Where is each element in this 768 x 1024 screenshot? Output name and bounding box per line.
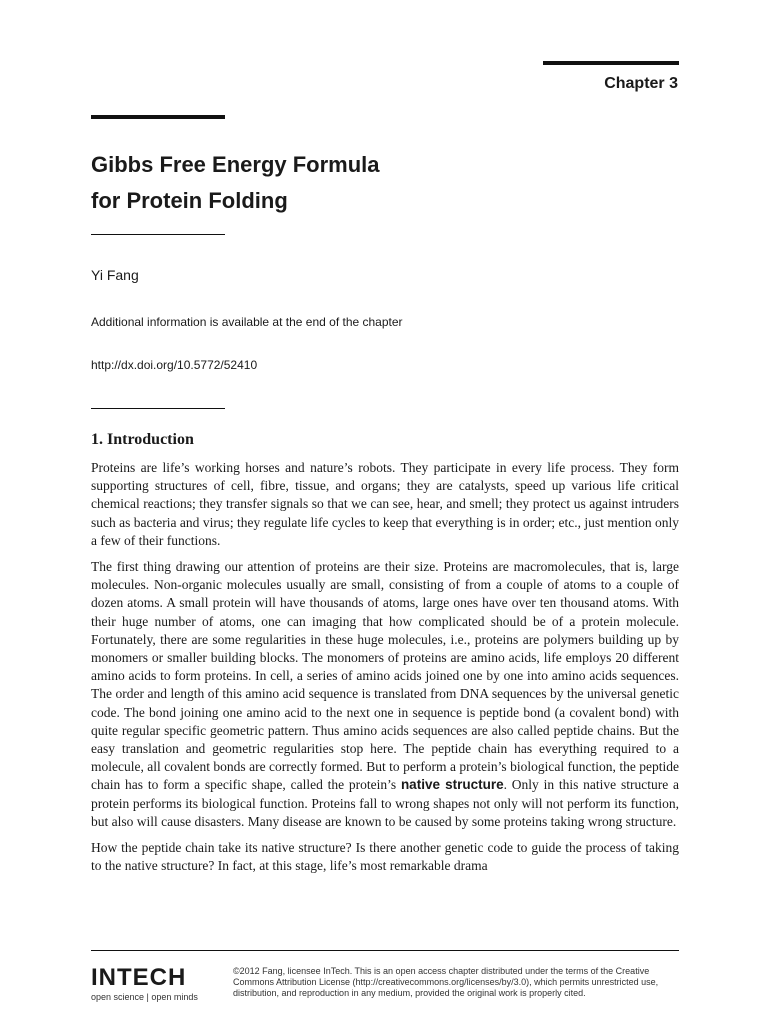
chapter-label: Chapter 3: [604, 75, 678, 92]
additional-info: Additional information is available at the end of the chapter: [91, 315, 403, 329]
title-separator: [91, 234, 225, 235]
doi-link[interactable]: http://dx.doi.org/10.5772/52410: [91, 358, 258, 372]
intech-logo: [91, 964, 198, 1002]
author-name: Yi Fang: [91, 267, 139, 283]
footer-rule: [91, 950, 679, 951]
title-rule: [91, 115, 225, 119]
paragraph-2: [91, 558, 679, 831]
paragraph-2-text-b: . Only in this native structure a protein performs its biological function. Proteins fall to wrong shapes not only will not perform its function, but also will cause disasters. Many disease are known to be caused by some proteins taking wrong structure.: [91, 777, 679, 829]
license-notice: ©2012 Fang, licensee InTech. This is an open access chapter distributed under the terms of the Creative Commons Attribution License (http://creativecommons.org/licenses/by/3.0), which permits unrestricted use, distribution, and reproduction in any medium, provided the original work is properly cited.: [233, 966, 659, 998]
paragraph-1: Proteins are life’s working horses and nature’s robots. They participate in every life process. They form supporting structures of cell, fibre, tissue, and organs; they are catalysts, speed up various life critical chemical reactions; they transfer signals so that we can see, hear, and smell; they protect us against intruders such as bacteria and virus; they regulate life cycles to keep that everything is in order; etc., just mention only a few of their functions.: [91, 460, 679, 548]
section-heading: 1. Introduction: [91, 431, 194, 448]
native-structure-term: native structure: [400, 777, 504, 793]
title-line-1: Gibbs Free Energy Formula: [91, 152, 380, 177]
paper-title: [91, 147, 380, 219]
logo-tagline: open science | open minds: [91, 992, 198, 1002]
logo-name: INTECH: [91, 964, 187, 991]
paragraph-2-text-a: The first thing drawing our attention of proteins are their size. Proteins are macromolecules, that is, large molecules. Non-organic molecules usually are small, consisting of from a couple of atoms to a couple of dozen atoms. A small protein will have thousands of atoms, large ones have over ten thousand atoms. With their huge number of atoms, one can imaging that how complicated should be of a protein molecule. Fortunately, there are some regularities in these huge molecules, i.e., proteins are polymers building up by monomers or smaller building blocks. The monomers of proteins are amino acids, life employs 20 different amino acids to form proteins. In cell, a series of amino acids joined one by one into amino acids sequences. The order and length of this amino acid sequence is translated from DNA sequences by the universal genetic code. The bond joining one amino acid to the next one in sequence is peptide bond (a covalent bond) with quite regular specific geometric pattern. Thus amino acids sequences are also called peptide chains. But the easy translation and geometric regularities stop here. The peptide chain has everything required to a molecule, all covalent bonds are correctly formed. But to perform a protein’s biological function, the peptide chain has to form a specific shape, called the protein’s: [91, 559, 679, 793]
paragraph-3: How the peptide chain take its native structure? Is there another genetic code to guide the process of taking to the native structure? In fact, at this stage, life’s most remarkable drama: [91, 840, 679, 874]
chapter-rule: [543, 61, 679, 65]
header-separator: [91, 408, 225, 409]
title-line-2: for Protein Folding: [91, 188, 288, 213]
body-text: [91, 459, 679, 883]
